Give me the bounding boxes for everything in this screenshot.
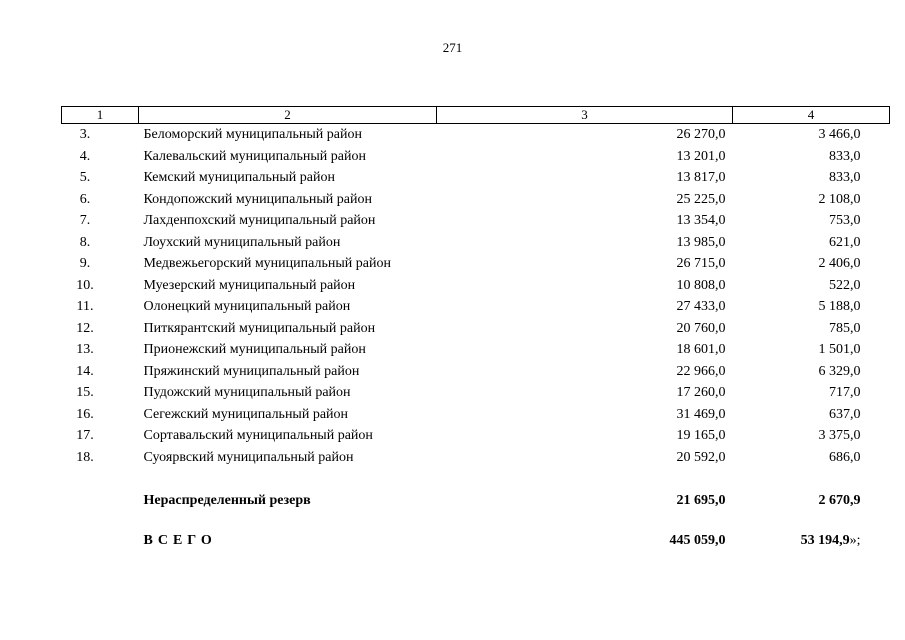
total-col4 bbox=[733, 530, 890, 552]
row-name: Пудожский муниципальный район bbox=[143, 385, 351, 400]
row-name: Суоярвский муниципальный район bbox=[143, 449, 354, 465]
row-col4: 637,0 bbox=[829, 406, 861, 422]
table-body bbox=[62, 124, 890, 552]
row-number: 3. bbox=[79, 127, 91, 142]
row-col4: 717,0 bbox=[829, 385, 861, 400]
total-num bbox=[62, 530, 139, 552]
row-col3: 27 433,0 bbox=[676, 299, 726, 314]
row-number: 8. bbox=[79, 234, 91, 250]
row-col3: 13 985,0 bbox=[676, 234, 726, 250]
row-number: 7. bbox=[79, 213, 91, 228]
reserve-col4: 2 670,9 bbox=[818, 493, 861, 508]
row-col3: 26 715,0 bbox=[676, 256, 726, 271]
row-col3: 17 260,0 bbox=[676, 385, 726, 400]
row-col4: 1 501,0 bbox=[818, 342, 861, 357]
row-col4: 5 188,0 bbox=[818, 299, 861, 314]
header-cell-3: 3 bbox=[437, 107, 733, 124]
table-spacer bbox=[62, 512, 890, 530]
row-col3: 26 270,0 bbox=[676, 127, 726, 142]
table-row bbox=[62, 404, 890, 426]
row-col3: 19 165,0 bbox=[676, 428, 726, 443]
total-value: 53 194,9 bbox=[800, 532, 850, 548]
table-row bbox=[62, 339, 890, 361]
row-number: 4. bbox=[79, 148, 91, 164]
table-header bbox=[62, 107, 890, 124]
table-row bbox=[62, 167, 890, 189]
table-row bbox=[62, 232, 890, 254]
table-row bbox=[62, 382, 890, 404]
row-number: 15. bbox=[76, 385, 94, 400]
row-col4: 522,0 bbox=[829, 277, 861, 293]
reserve-row bbox=[62, 490, 890, 512]
table-row bbox=[62, 275, 890, 297]
row-col4: 6 329,0 bbox=[818, 363, 861, 379]
table-row bbox=[62, 318, 890, 340]
table-row bbox=[62, 361, 890, 383]
row-number: 6. bbox=[79, 191, 91, 207]
total-suffix: »; bbox=[849, 532, 861, 548]
row-col3: 13 817,0 bbox=[676, 170, 726, 185]
row-number: 10. bbox=[76, 277, 94, 293]
header-row bbox=[62, 107, 890, 124]
header-cell-4: 4 bbox=[733, 107, 890, 124]
row-col3: 22 966,0 bbox=[676, 363, 726, 379]
row-col4: 3 375,0 bbox=[818, 428, 861, 443]
row-col4: 753,0 bbox=[829, 213, 861, 228]
table-row bbox=[62, 425, 890, 447]
row-name: Пряжинский муниципальный район bbox=[143, 363, 360, 379]
row-number: 11. bbox=[76, 299, 94, 314]
row-col3: 31 469,0 bbox=[676, 406, 726, 422]
row-col4: 621,0 bbox=[829, 234, 861, 250]
row-col3: 13 354,0 bbox=[676, 213, 726, 228]
table-row bbox=[62, 447, 890, 469]
row-col3: 10 808,0 bbox=[676, 277, 726, 293]
row-name: Прионежский муниципальный район bbox=[143, 342, 366, 357]
row-number: 17. bbox=[76, 428, 94, 443]
header-cell-2: 2 bbox=[139, 107, 437, 124]
page-number: 271 bbox=[442, 40, 463, 55]
row-col3: 13 201,0 bbox=[676, 148, 726, 164]
row-name: Олонецкий муниципальный район bbox=[143, 299, 351, 314]
row-col3: 25 225,0 bbox=[676, 191, 726, 207]
row-col4: 833,0 bbox=[829, 148, 861, 164]
table-row bbox=[62, 189, 890, 211]
row-name: Питкярантский муниципальный район bbox=[143, 320, 376, 336]
row-number: 12. bbox=[76, 320, 94, 336]
row-name: Лоухский муниципальный район bbox=[143, 234, 341, 250]
row-number: 16. bbox=[76, 406, 94, 422]
reserve-label: Нераспределенный резерв bbox=[143, 493, 311, 508]
row-col4: 833,0 bbox=[829, 170, 861, 185]
total-col3: 445 059,0 bbox=[669, 532, 726, 548]
row-name: Муезерский муниципальный район bbox=[143, 277, 356, 293]
table-row bbox=[62, 253, 890, 275]
row-col3: 20 592,0 bbox=[676, 449, 726, 465]
row-name: Лахденпохский муниципальный район bbox=[143, 213, 376, 228]
row-col3: 20 760,0 bbox=[676, 320, 726, 336]
reserve-col3: 21 695,0 bbox=[676, 493, 726, 508]
row-col4: 686,0 bbox=[829, 449, 861, 465]
total-label: ВСЕГО bbox=[143, 532, 217, 548]
table-row bbox=[62, 124, 890, 146]
row-number: 18. bbox=[76, 449, 94, 465]
row-name: Сортавальский муниципальный район bbox=[143, 428, 373, 443]
table-row bbox=[62, 210, 890, 232]
table-spacer bbox=[62, 468, 890, 490]
table-row bbox=[62, 296, 890, 318]
row-name: Медвежьегорский муниципальный район bbox=[143, 256, 391, 271]
budget-table bbox=[61, 106, 890, 551]
row-number: 9. bbox=[79, 256, 91, 271]
header-cell-1: 1 bbox=[62, 107, 139, 124]
row-col4: 785,0 bbox=[829, 320, 861, 336]
row-name: Кондопожский муниципальный район bbox=[143, 191, 372, 207]
row-col4: 2 108,0 bbox=[818, 191, 861, 207]
row-name: Калевальский муниципальный район bbox=[143, 148, 366, 164]
row-name: Кемский муниципальный район bbox=[143, 170, 335, 185]
row-col3: 18 601,0 bbox=[676, 342, 726, 357]
row-number: 5. bbox=[79, 170, 91, 185]
total-row bbox=[62, 530, 890, 552]
row-col4: 2 406,0 bbox=[818, 256, 861, 271]
row-name: Сегежский муниципальный район bbox=[143, 406, 349, 422]
row-number: 14. bbox=[76, 363, 94, 379]
reserve-num bbox=[62, 490, 139, 512]
table-row bbox=[62, 146, 890, 168]
row-number: 13. bbox=[76, 342, 94, 357]
row-col4: 3 466,0 bbox=[818, 127, 861, 142]
row-name: Беломорский муниципальный район bbox=[143, 127, 362, 142]
